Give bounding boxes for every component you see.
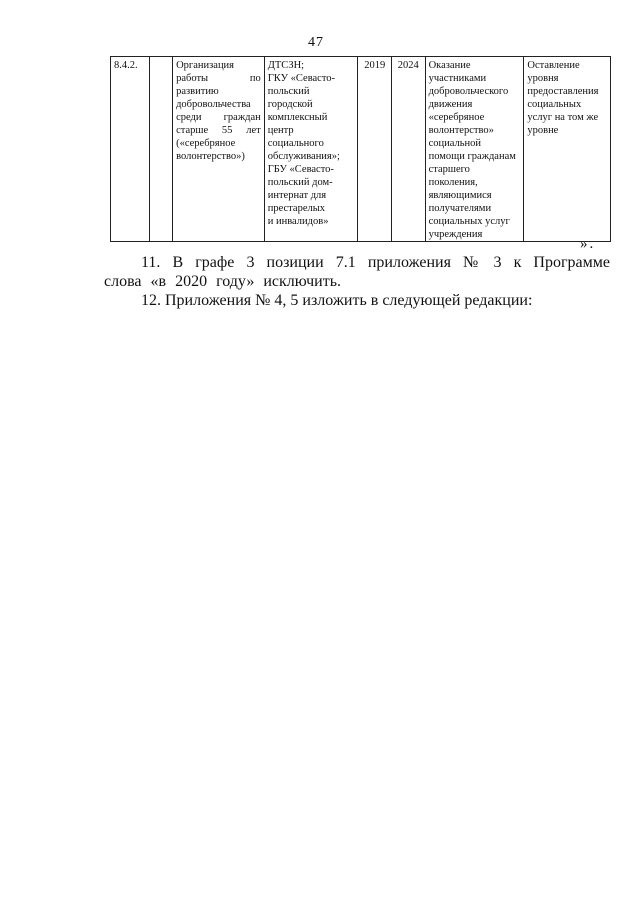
cell-year-end: [392, 57, 426, 242]
year-start-text: 2019: [364, 60, 386, 71]
cell-purpose: [524, 57, 611, 242]
cell-executors: [264, 57, 358, 242]
cell-empty: [149, 57, 172, 242]
table-row: [111, 57, 611, 242]
executors-text: ДТСЗН; ГКУ «Севасто- польский городской комплексный центр социального обслуживания»; ГБУ «Севасто- польский дом- интернат для престарелых и инвалидов»: [267, 60, 340, 227]
purpose-text: Оставление уровня предоставления социальных услуг на том же уровне: [527, 60, 599, 136]
cell-item-code: [111, 57, 150, 242]
paragraph-11: 11. В графе 3 позиции 7.1 приложения № 3 к Программе слова «в 2020 году» исключить.: [104, 254, 610, 290]
closing-quote: ».: [580, 236, 596, 252]
item-code-text: 8.4.2.: [114, 60, 138, 71]
cell-expected-result: [425, 57, 524, 242]
expected-result-text: Оказание участниками добровольческого движения «серебряное волонтерство» социальной помощи гражданам старшего поколения, являющимися получателями социальных услуг учреждения: [428, 60, 516, 240]
cell-year-start: [358, 57, 392, 242]
year-end-text: 2024: [397, 60, 419, 71]
page-number: 47: [308, 35, 324, 50]
program-activities-table: [110, 56, 611, 242]
cell-activity-name: [173, 57, 265, 242]
paragraph-12: 12. Приложения № 4, 5 изложить в следующей редакции:: [141, 292, 533, 309]
activity-name-text: Организация работы по развитию добровольчества среди граждан старше 55 лет («серебряное волонтерство»): [176, 60, 261, 162]
